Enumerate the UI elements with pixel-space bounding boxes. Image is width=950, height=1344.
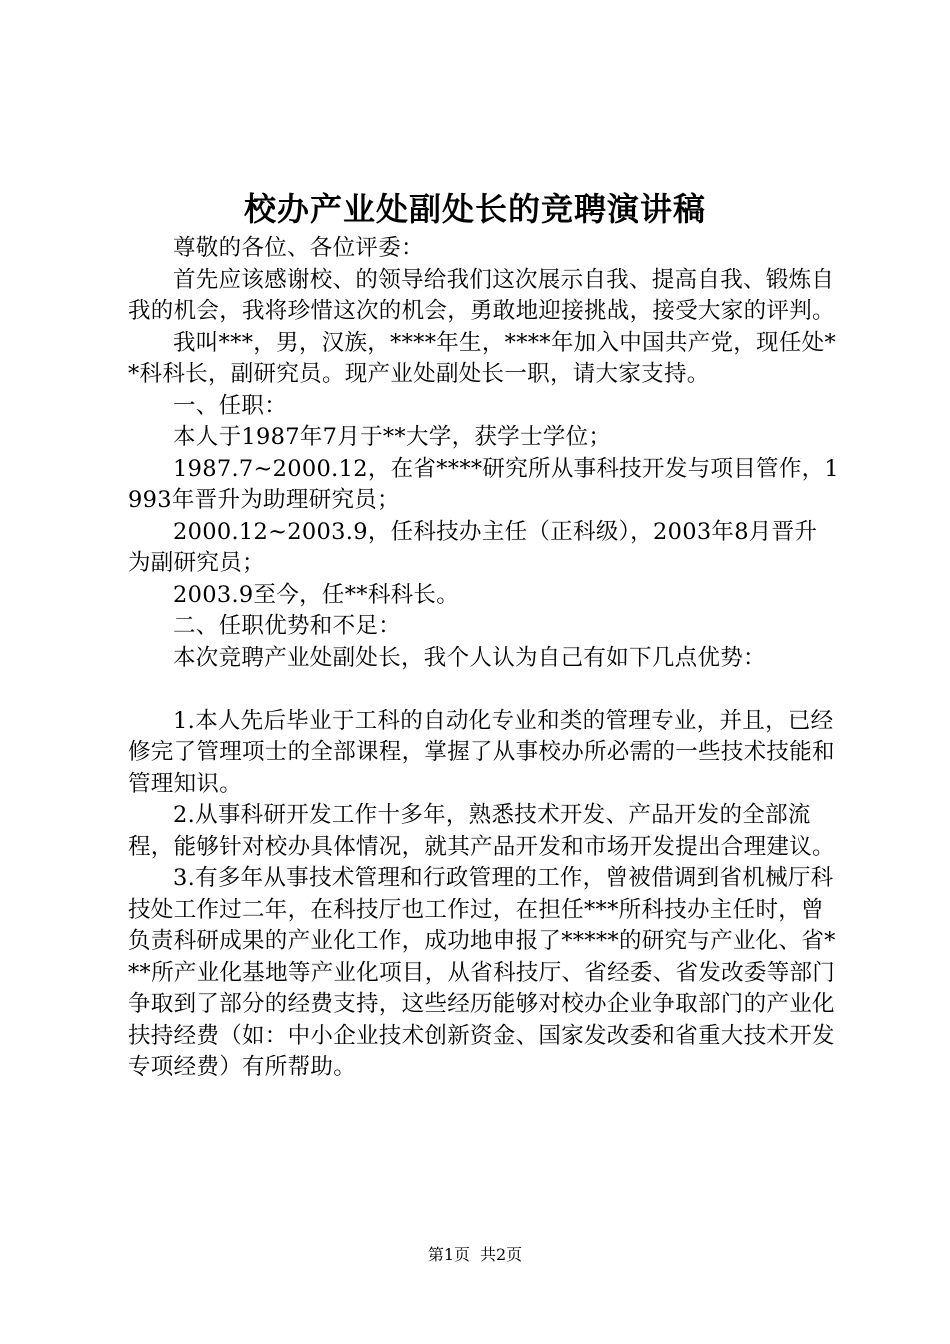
blank-line xyxy=(128,674,840,706)
page-footer xyxy=(0,1244,950,1266)
list-item-strength-3: 3.有多年从事技术管理和行政管理的工作，曾被借调到省机械厅科技处工作过二年，在科技厅也工作过，在担任***所科技办主任时，曾负责科研成果的产业化工作，成功地申报了*****的研究与产业化、省***所产业化基地等产业化项目，从省科技厅、省经委、省发改委等部门争取到了部分的经费支持，这些经历能够对校办企业争取部门的产业化扶持经费（如：中小企业技术创新资金、国家发改委和省重大技术开发专项经费）有所帮助。 xyxy=(128,865,836,1080)
list-item-strength-1: 1.本人先后毕业于工科的自动化专业和类的管理专业，并且，已经修完了管理项士的全部课程，掌握了从事校办所必需的一些技术技能和管理知识。 xyxy=(128,707,835,797)
paragraph-salutation: 尊敬的各位、各位评委： xyxy=(173,235,424,261)
section-heading-positions: 一、任职： xyxy=(173,392,288,419)
page-number: 第1页 xyxy=(427,1245,470,1264)
paragraph-education: 本人于1987年7月于**大学，获学士学位； xyxy=(173,424,612,450)
document-title: 校办产业处副处长的竞聘演讲稿 xyxy=(243,190,706,228)
page-total: 共2页 xyxy=(480,1245,523,1264)
document-body xyxy=(128,233,840,1084)
section-heading-strengths: 二、任职优势和不足： xyxy=(173,613,402,639)
paragraph-self-intro: 我叫***，男，汉族，****年生，****年加入中国共产党，现任处**科科长，副研究员。现产业处副处长一职，请大家支持。 xyxy=(128,329,837,387)
paragraph-career-1: 1987.7~2000.12，在省****研究所从事科技开发与项目管作，1993年晋升为助理研究员； xyxy=(128,455,840,513)
paragraph-career-3: 2003.9至今，任**科科长。 xyxy=(173,581,460,608)
paragraph-career-2: 2000.12~2003.9，任科技办主任（正科级），2003年8月晋升为副研究员； xyxy=(128,518,818,576)
paragraph-strengths-intro: 本次竞聘产业处副处长，我个人认为自己有如下几点优势： xyxy=(173,644,766,671)
paragraph-thanks: 首先应该感谢校、的领导给我们这次展示自我、提高自我、锻炼自我的机会，我将珍惜这次的机会，勇敢地迎接挑战，接受大家的评判。 xyxy=(128,266,835,324)
list-item-strength-2: 2.从事科研开发工作十多年，熟悉技术开发、产品开发的全部流程，能够针对校办具体情况，就其产品开发和市场开发提出合理建议。 xyxy=(128,802,835,860)
